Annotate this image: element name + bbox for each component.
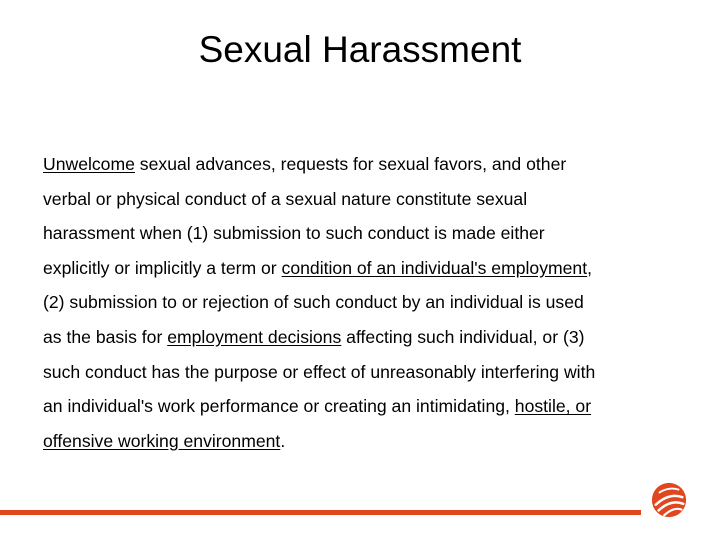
orange-sphere-logo-icon (650, 481, 688, 519)
body-text-segment: sexual advances, requests for sexual favors, and other (134, 154, 567, 174)
body-line (43, 355, 693, 390)
body-text-segment: as the basis for (43, 326, 168, 347)
body-text-segment: explicitly or implicitly a term or (43, 257, 282, 278)
underlined-term: condition of an individual's employment (281, 257, 588, 278)
slide-title: Sexual Harassment (198, 29, 522, 70)
body-text-segment: such conduct has the purpose or effect of unreasonably interfering with (43, 361, 596, 382)
slide-body-text (43, 147, 693, 458)
body-text-segment: , (587, 257, 593, 278)
underlined-term: offensive working environment (43, 430, 281, 451)
body-line (43, 251, 693, 286)
body-line (43, 182, 693, 217)
underlined-term: hostile, or (514, 396, 592, 417)
body-line (43, 285, 693, 320)
body-text-segment: an individual's work performance or creating an intimidating, (43, 396, 515, 417)
body-text-segment: harassment when (1) submission to such conduct is made either (43, 223, 545, 244)
body-line (43, 147, 693, 182)
bottom-accent-bar (0, 510, 641, 515)
body-line (43, 424, 693, 459)
body-text-segment: (2) submission to or rejection of such conduct by an individual is used (43, 292, 584, 313)
body-text-segment: verbal or physical conduct of a sexual nature constitute sexual (43, 188, 528, 209)
body-line (43, 389, 693, 424)
body-text-segment: affecting such individual, or (3) (341, 326, 585, 347)
body-text-segment: . (280, 430, 286, 451)
underlined-term: Unwelcome (43, 154, 135, 174)
underlined-term: employment decisions (167, 326, 342, 347)
body-line (43, 216, 693, 251)
body-line (43, 320, 693, 355)
